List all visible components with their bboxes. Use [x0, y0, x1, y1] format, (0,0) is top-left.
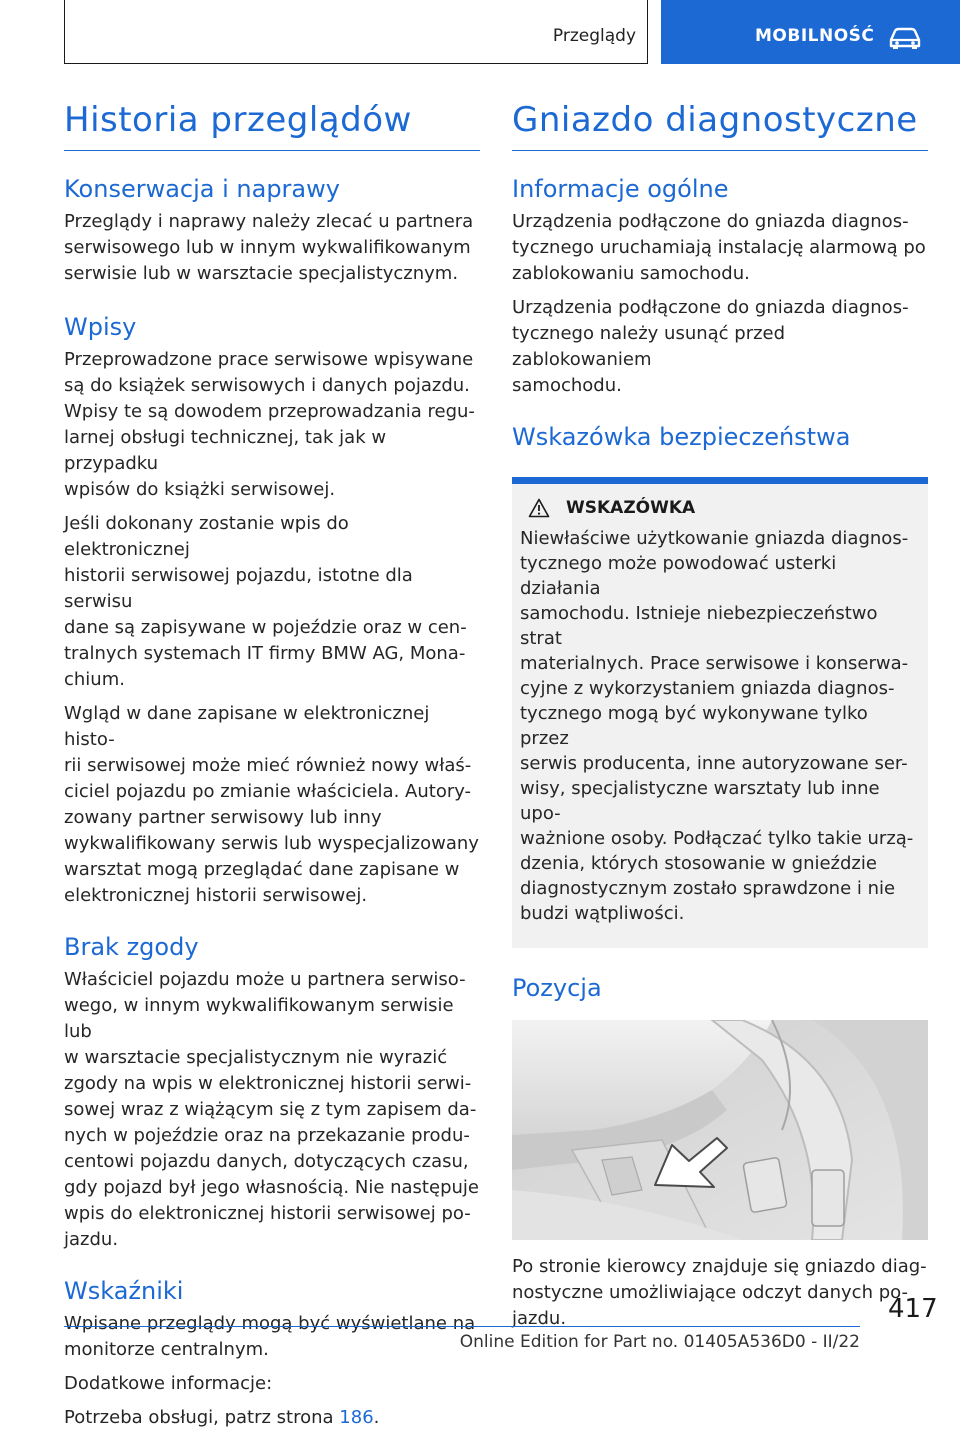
- warning-text: Niewłaściwe użytkowanie gniazda diagnos- tycznego może powodować usterki działania samochodu. Istnieje niebezpieczeństwo strat materialnych. Prace serwisowe i konserwa- cyjne z wykorzystaniem gniazda diagnos- tycznego mogą być wykonywane tylko przez serwis producenta, inne autoryzowane ser- wisy, specjalistyczne warsztaty lub inne upo- ważnione osoby. Podłączać tylko takie urzą- dzenia, których stosowanie w gnieździe diagnostycznym zostało sprawdzone i nie budzi wątpliwości.: [520, 528, 914, 924]
- header-tab-mobilnosc[interactable]: [661, 0, 960, 64]
- right-column: [512, 96, 928, 1332]
- heading-konserwacja: Konserwacja i naprawy: [64, 175, 340, 203]
- paragraph-brak-zgody: Właściciel pojazdu może u partnera serwiso- wego, w innym wykwalifikowanym serwisie lub w warsztacie specjalistycznym nie wyrazić zgody na wpis w elektronicznej historii serwi- sowej wraz z wiążącym się z tym zapisem da- nych w pojeździe oraz na przekazanie produ- centowi pojazdu danych, dotyczących czasu, gdy pojazd był jego własnością. Nie następuje wpis do elektronicznej historii serwisowej po- jazdu.: [64, 969, 479, 1250]
- warning-title: WSKAZÓWKA: [566, 498, 696, 518]
- paragraph-konserwacja: Przeglądy i naprawy należy zlecać u partnera serwisowego lub w innym wykwalifikowanym serwisie lub w warsztacie specjalistycznym.: [64, 211, 474, 284]
- paragraph-wpisy-2: Jeśli dokonany zostanie wpis do elektronicznej historii serwisowej pojazdu, istotne dla serwisu dane są zapisywane w pojeździe oraz w cen- tralnych systemach IT firmy BMW AG, Mona- chium.: [64, 513, 467, 690]
- paragraph-wskazniki-1: Wpisane przeglądy mogą być wyświetlane na monitorze centralnym.: [64, 1313, 476, 1360]
- warning-triangle-icon: [528, 498, 550, 518]
- paragraph-wskazniki-3: Potrzeba obsługi, patrz strona 186.: [64, 1407, 380, 1428]
- heading-brak-zgody: Brak zgody: [64, 933, 199, 961]
- header-section-title: Przeglądy: [552, 26, 636, 46]
- title-rule: [64, 150, 480, 151]
- footer-rule: [64, 1326, 860, 1327]
- paragraph-informacje-1: Urządzenia podłączone do gniazda diagnos- tycznego uruchamiają instalację alarmową po zablokowaniu samochodu.: [512, 211, 926, 284]
- heading-bezpieczenstwo: Wskazówka bezpieczeństwa: [512, 423, 851, 451]
- footwell-illustration: [512, 1020, 928, 1240]
- paragraph-pozycja: Po stronie kierowcy znajduje się gniazdo diag- nostyczne umożliwiające odczyt danych po- jazdu.: [512, 1256, 927, 1329]
- header-tab-label: MOBILNOŚĆ: [755, 26, 875, 46]
- car-icon: [887, 26, 923, 50]
- warning-header: [520, 498, 920, 518]
- paragraph-informacje-2: Urządzenia podłączone do gniazda diagnos- tycznego należy usunąć przed zablokowaniem samochodu.: [512, 297, 909, 396]
- paragraph-wpisy-3: Wgląd w dane zapisane w elektronicznej histo- rii serwisowej może mieć również nowy właś- ciciel pojazdu po zmianie właściciela. Autory- zowany partner serwisowy lub inny wykwalifikowany serwis lub wyspecjalizowany warsztat mogą przeglądać dane zapisane w elektronicznej historii serwisowej.: [64, 703, 479, 906]
- warning-box: [512, 477, 928, 948]
- heading-wpisy: Wpisy: [64, 313, 137, 341]
- paragraph-wpisy-1: Przeprowadzone prace serwisowe wpisywane są do książek serwisowych i danych pojazdu. Wpisy te są dowodem przeprowadzania regu- larnej obsługi technicznej, tak jak w przypadku wpisów do książki serwisowej.: [64, 349, 475, 500]
- footer-edition: Online Edition for Part no. 01405A536D0 - II/22: [459, 1332, 860, 1352]
- page-number: 417: [888, 1294, 938, 1324]
- page-title-history: Historia przeglądów: [64, 100, 412, 140]
- title-rule: [512, 150, 928, 151]
- page-link-186[interactable]: 186: [339, 1407, 374, 1428]
- heading-informacje: Informacje ogólne: [512, 175, 729, 203]
- paragraph-wskazniki-2: Dodatkowe informacje:: [64, 1373, 273, 1394]
- heading-wskazniki: Wskaźniki: [64, 1277, 184, 1305]
- page-title-diagnostic: Gniazdo diagnostyczne: [512, 100, 918, 140]
- diagnostic-socket-illustration: [512, 1020, 928, 1240]
- heading-pozycja: Pozycja: [512, 974, 602, 1002]
- left-column: [64, 96, 480, 1431]
